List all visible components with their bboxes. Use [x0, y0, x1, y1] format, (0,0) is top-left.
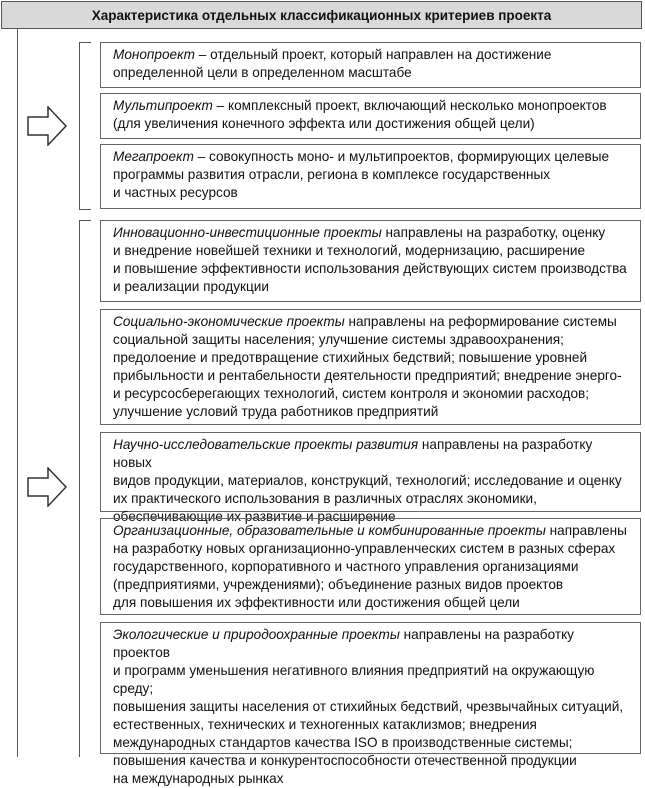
criterion-box-innovation-investment: [100, 220, 641, 302]
group-1-bracket: [79, 42, 91, 210]
criterion-text-line: – отдельный проект, который направлен на достижение: [194, 47, 552, 62]
criterion-text-line: международных стандартов качества ISO в производственные системы;: [113, 735, 573, 750]
criterion-text-line: и частных ресурсов: [113, 185, 238, 200]
criterion-text-line: определенной цели в определенном масштабе: [113, 65, 412, 80]
criterion-term: Мультипроект: [113, 98, 213, 113]
criterion-text-line: направлены на разработку, оценку: [381, 225, 606, 240]
criterion-text-line: обеспечивающие их развитие и расширение: [113, 509, 396, 524]
group-2-bracket: [79, 220, 91, 757]
criterion-text-line: на разработку новых организационно-управленческих систем в разных сферах: [113, 541, 616, 556]
criterion-text-line: (для увеличения конечного эффекта или достижения общей цели): [113, 116, 535, 131]
group-1-arrow-icon: [27, 106, 67, 146]
criterion-text-line: программы развития отрасли, региона в комплексе государственных: [113, 167, 551, 182]
criterion-text-line: направлены на реформирование системы: [344, 314, 617, 329]
criterion-text-line: прибыльности и рентабельности деятельности предприятий; внедрение энерго-: [113, 368, 622, 383]
criterion-text-line: предолоение и предотвращение стихийных бедствий; повышение уровней: [113, 350, 588, 365]
main-spine-line: [17, 29, 18, 757]
criterion-text-line: естественных, технических и техногенных катаклизмов; внедрения: [113, 717, 537, 732]
criterion-term: Инновационно-инвестиционные проекты: [113, 225, 382, 240]
criterion-text-line: направлены: [545, 523, 627, 538]
criterion-box-multiproject: [100, 93, 641, 139]
criterion-text-line: и реализации продукции: [113, 279, 269, 294]
criterion-box-monoproject: [100, 42, 641, 88]
criterion-term: Социально-экономические проекты: [113, 314, 345, 329]
criterion-term: Мегапроект: [113, 149, 194, 164]
criterion-text-line: – совокупность моно- и мультипроектов, формирующих целевые: [193, 149, 610, 164]
criterion-text-line: улучшение условий труда работников предприятий: [113, 404, 439, 419]
criterion-text-line: и повышение эффективности использования действующих систем производства: [113, 261, 627, 276]
criterion-box-organizational-educational: [100, 518, 641, 615]
criterion-term: Экологические и природоохранные проекты: [113, 627, 400, 642]
criterion-text-line: их практического использования в различных отраслях экономики,: [113, 491, 537, 506]
criterion-text-line: государственного, корпоративного и частного управления организациями: [113, 559, 579, 574]
criterion-text-line: направлены на разработку проектов: [113, 627, 574, 660]
criterion-box-ecological: [100, 622, 641, 786]
criterion-text-line: направлены на разработку новых: [113, 437, 593, 470]
criterion-text-line: повышения качества и конкурентоспособности отечественной продукции: [113, 753, 577, 768]
criterion-text-line: повышения защиты населения от стихийных бедствий, чрезвычайных ситуаций,: [113, 699, 624, 714]
criterion-text-line: для повышения их эффективности или достижения общей цели: [113, 595, 520, 610]
criterion-term: Научно-исследовательские проекты развития: [113, 437, 419, 452]
criterion-text-line: на международных рынках: [113, 771, 284, 786]
criterion-text-line: социальной защиты населения; улучшение системы здравоохранения;: [113, 332, 564, 347]
criterion-text-line: и программ уменьшения негативного влияния предприятий на окружающую среду;: [113, 663, 595, 696]
criterion-box-megaproject: [100, 144, 641, 209]
criterion-text-line: и ресурсосберегающих технологий, систем контроля и экономии расходов;: [113, 386, 590, 401]
criterion-term: Монопроект: [113, 47, 195, 62]
criterion-box-research-development: [100, 432, 641, 524]
criterion-box-socio-economic: [100, 309, 641, 425]
criterion-text-line: видов продукции, материалов, конструкций, технологий; исследование и оценку: [113, 473, 622, 488]
criterion-term: Организационные, образовательные и комбинированные проекты: [113, 523, 546, 538]
criterion-text-line: (предприятиями, учреждениями); объединение разных видов проектов: [113, 577, 564, 592]
criterion-text-line: – комплексный проект, включающий несколько монопроектов: [212, 98, 607, 113]
criterion-text-line: и внедрение новейшей техники и технологий, модернизацию, расширение: [113, 243, 586, 258]
group-2-arrow-icon: [27, 467, 67, 507]
diagram-title: Характеристика отдельных классификационных критериев проекта: [1, 1, 642, 29]
